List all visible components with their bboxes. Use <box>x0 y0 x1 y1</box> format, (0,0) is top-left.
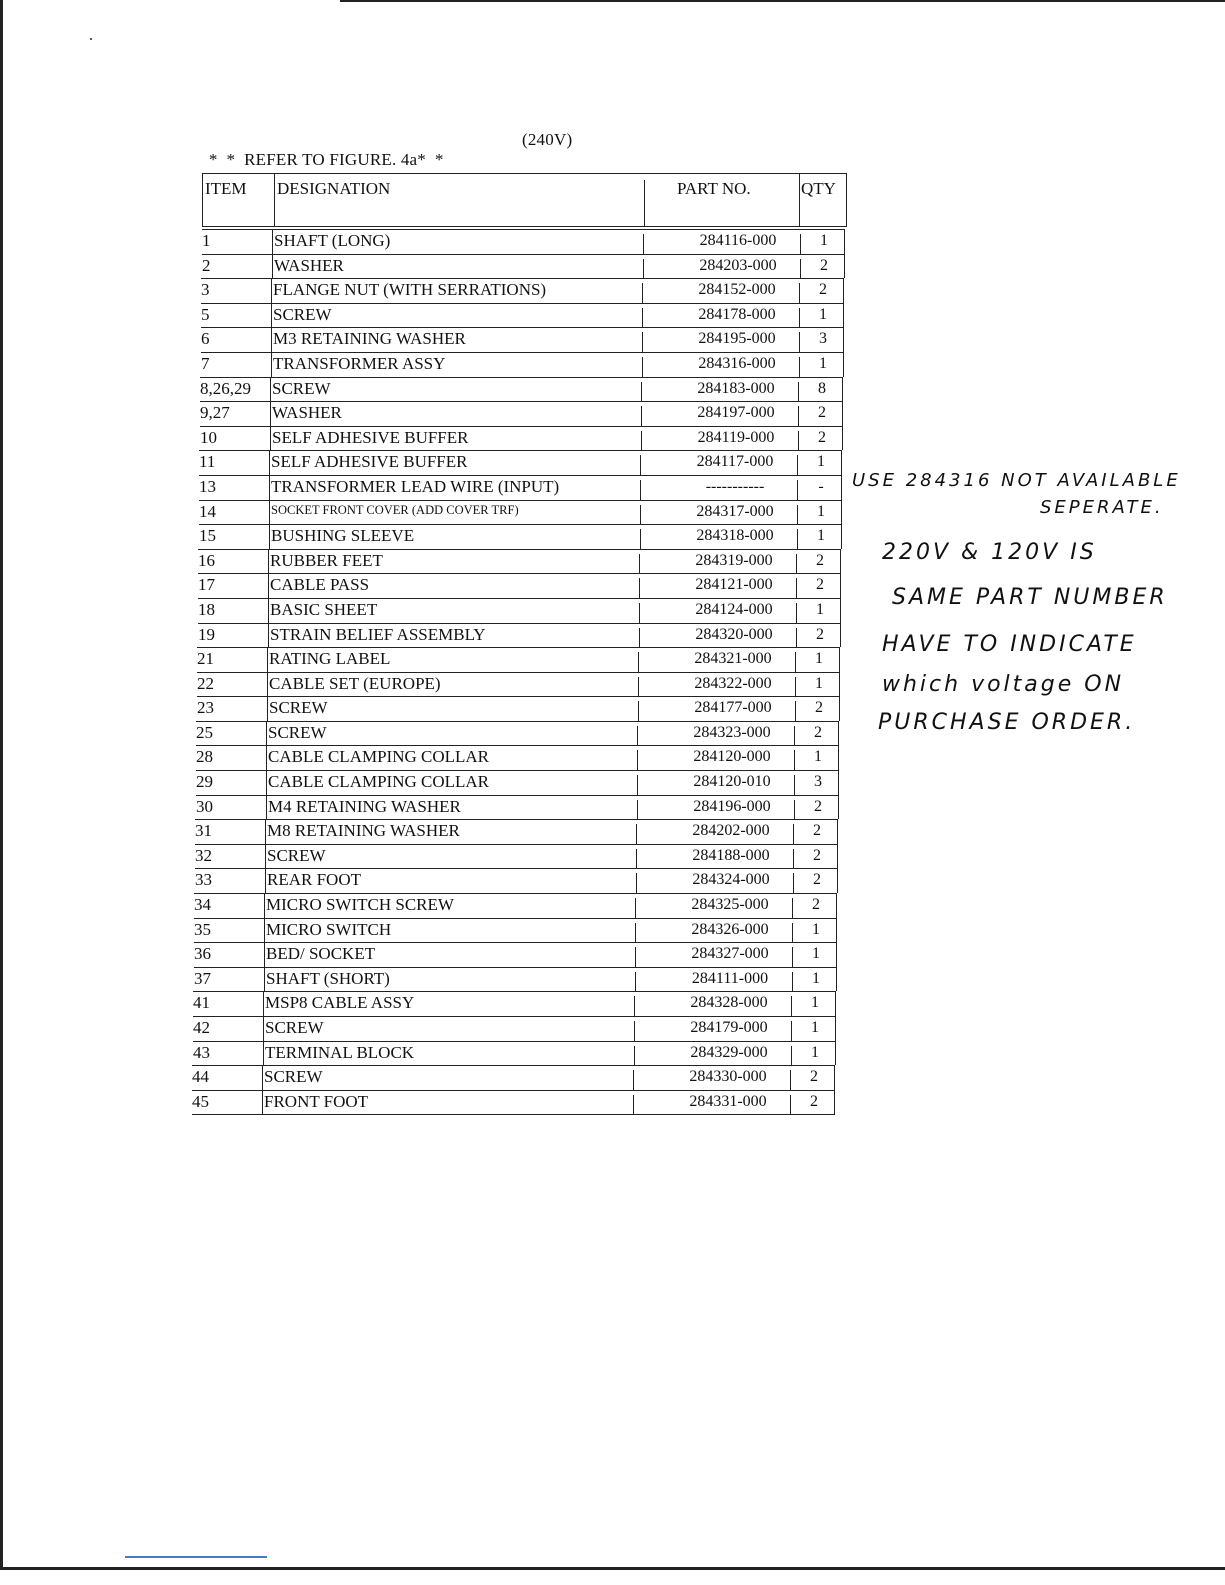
table-row <box>196 745 839 770</box>
part-no-cell: 284323-000 <box>693 723 771 741</box>
cell-divider <box>269 451 270 475</box>
parts-table-body <box>193 229 848 1115</box>
qty-cell: 2 <box>820 256 828 274</box>
qty-cell: 1 <box>816 600 824 618</box>
cell-divider <box>635 972 636 992</box>
designation-cell: TRANSFORMER LEAD WIRE (INPUT) <box>271 476 560 496</box>
part-no-cell: 284120-010 <box>693 773 771 791</box>
cell-divider <box>636 824 637 844</box>
part-no-cell: 284120-000 <box>693 748 771 766</box>
designation-cell: SELF ADHESIVE BUFFER <box>271 452 468 472</box>
table-row <box>198 623 841 648</box>
cell-divider <box>272 230 273 254</box>
cell-divider <box>634 996 635 1016</box>
qty-cell: 2 <box>816 576 824 594</box>
qty-cell: 1 <box>811 1019 819 1036</box>
designation-cell: MICRO SWITCH SCREW <box>266 895 454 915</box>
part-no-cell: 284325-000 <box>691 896 769 914</box>
item-cell: 42 <box>193 1018 210 1037</box>
item-cell: 33 <box>195 870 212 890</box>
table-row <box>202 229 845 254</box>
item-cell: 19 <box>198 624 215 644</box>
part-no-cell: 284197-000 <box>697 404 775 422</box>
item-cell: 10 <box>200 427 217 447</box>
designation-cell: WASHER <box>272 403 342 423</box>
cell-divider <box>262 1091 263 1115</box>
header-item: ITEM <box>205 179 247 198</box>
cell-divider <box>263 1042 264 1066</box>
qty-cell: 8 <box>818 379 826 397</box>
cell-divider <box>269 476 270 500</box>
cell-divider <box>271 328 272 352</box>
part-no-cell: 284116-000 <box>699 232 777 249</box>
table-row <box>199 475 842 500</box>
item-cell: 21 <box>197 649 214 669</box>
qty-cell: 1 <box>811 994 819 1012</box>
part-no-cell: 284319-000 <box>695 551 773 569</box>
designation-cell: SELF ADHESIVE BUFFER <box>272 427 469 447</box>
item-cell: 30 <box>196 796 213 816</box>
cell-divider <box>640 455 641 475</box>
cell-divider <box>264 894 265 918</box>
item-cell: 45 <box>192 1091 209 1111</box>
qty-cell: 2 <box>810 1092 818 1110</box>
designation-cell: MICRO SWITCH <box>266 919 392 939</box>
table-row <box>200 377 843 402</box>
note-line-4: SAME PART NUMBER <box>892 585 1168 610</box>
part-no-cell: ----------- <box>705 477 765 495</box>
cell-divider <box>270 427 271 451</box>
part-no-cell: 284328-000 <box>690 994 768 1012</box>
cell-divider <box>637 726 638 746</box>
item-cell: 41 <box>193 993 210 1013</box>
item-cell: 2 <box>202 255 211 275</box>
cell-divider <box>633 1095 634 1115</box>
part-no-cell: 284111-000 <box>691 969 769 987</box>
part-no-cell: 284317-000 <box>696 502 774 520</box>
table-row <box>196 770 839 795</box>
part-no-cell: 284177-000 <box>694 699 772 717</box>
qty-cell: 2 <box>815 699 823 717</box>
parts-table-header <box>202 173 847 227</box>
item-cell: 23 <box>197 698 214 718</box>
item-cell: 16 <box>198 550 215 570</box>
part-no-cell: 284316-000 <box>698 354 776 372</box>
table-row <box>194 918 837 943</box>
note-line-5: HAVE TO INDICATE <box>882 632 1137 657</box>
qty-cell: 2 <box>816 551 824 569</box>
table-row <box>200 426 843 451</box>
cell-divider <box>268 599 269 623</box>
cell-divider <box>639 603 640 623</box>
item-cell: 37 <box>194 968 211 988</box>
qty-cell: 3 <box>814 773 822 791</box>
cell-divider <box>269 501 270 525</box>
item-cell: 29 <box>196 772 213 792</box>
designation-cell: SCREW <box>268 722 327 742</box>
part-no-cell: 284329-000 <box>690 1043 768 1061</box>
part-no-cell: 284326-000 <box>691 920 769 938</box>
qty-cell: 2 <box>812 896 820 914</box>
designation-cell: STRAIN BELIEF ASSEMBLY <box>270 624 486 644</box>
cell-divider <box>267 648 268 672</box>
table-row <box>195 868 838 893</box>
cell-divider <box>635 898 636 918</box>
table-row <box>199 450 842 475</box>
item-cell: 14 <box>199 501 216 521</box>
cell-divider <box>635 947 636 967</box>
designation-cell: WASHER <box>274 255 344 275</box>
table-row <box>192 1065 835 1090</box>
qty-cell: 2 <box>810 1068 818 1086</box>
part-no-cell: 284324-000 <box>692 871 770 889</box>
item-cell: 8,26,29 <box>200 378 251 398</box>
qty-cell: 1 <box>812 969 820 987</box>
designation-cell: SHAFT (LONG) <box>274 231 391 250</box>
part-no-cell: 284124-000 <box>695 600 773 618</box>
table-row <box>194 967 837 992</box>
qty-cell: 3 <box>819 330 827 348</box>
cell-divider <box>264 919 265 943</box>
table-row <box>193 991 836 1016</box>
voltage-label: (240V) <box>522 130 573 149</box>
item-cell: 34 <box>194 895 211 915</box>
note-line-6: which voltage ON <box>882 672 1125 697</box>
designation-cell: M4 RETAINING WASHER <box>268 796 461 816</box>
cell-divider <box>641 382 642 402</box>
header-part-no: PART NO. <box>677 179 751 198</box>
cell-divider <box>263 1017 264 1041</box>
cell-divider <box>265 820 266 844</box>
item-cell: 43 <box>193 1042 210 1062</box>
table-row <box>199 524 842 549</box>
item-cell: 11 <box>199 452 216 472</box>
designation-cell: SCREW <box>265 1018 324 1037</box>
item-cell: 35 <box>194 919 211 939</box>
cell-divider <box>639 554 640 574</box>
cell-divider <box>267 673 268 697</box>
designation-cell: BASIC SHEET <box>270 599 378 619</box>
table-row <box>195 844 838 869</box>
qty-cell: 1 <box>820 232 828 249</box>
part-no-cell: 284195-000 <box>698 330 776 348</box>
table-row <box>193 1016 836 1041</box>
cell-divider <box>266 796 267 820</box>
qty-cell: 1 <box>815 674 823 692</box>
scan-bottom-border <box>0 1567 1225 1570</box>
scan-speck <box>90 38 92 40</box>
table-row <box>197 647 840 672</box>
table-row <box>197 672 840 697</box>
part-no-cell: 284318-000 <box>696 527 774 545</box>
part-no-cell: 284327-000 <box>691 945 769 963</box>
cell-divider <box>639 578 640 598</box>
cell-divider <box>634 1021 635 1041</box>
header-qty: QTY <box>801 179 836 198</box>
item-cell: 13 <box>199 476 216 496</box>
item-cell: 32 <box>195 845 212 865</box>
designation-cell: SHAFT (SHORT) <box>266 968 390 988</box>
part-no-cell: 284183-000 <box>697 379 775 397</box>
qty-cell: 1 <box>815 650 823 668</box>
cell-divider <box>270 378 271 402</box>
part-no-cell: 284321-000 <box>694 650 772 668</box>
table-row <box>192 1090 835 1116</box>
part-no-cell: 284330-000 <box>689 1068 767 1086</box>
item-cell: 18 <box>198 599 215 619</box>
table-row <box>198 549 841 574</box>
table-row <box>201 303 844 328</box>
designation-cell: M8 RETAINING WASHER <box>267 821 460 841</box>
qty-cell: 1 <box>819 354 827 372</box>
designation-cell: REAR FOOT <box>267 870 361 890</box>
designation-cell: BED/ SOCKET <box>266 944 376 964</box>
designation-cell: CABLE SET (EUROPE) <box>269 673 441 693</box>
table-row <box>195 819 838 844</box>
cell-divider <box>270 402 271 426</box>
cell-divider <box>264 968 265 992</box>
cell-divider <box>271 279 272 303</box>
item-cell: 31 <box>195 821 212 841</box>
cell-divider <box>271 353 272 377</box>
qty-cell: - <box>818 477 824 495</box>
cell-divider <box>263 992 264 1016</box>
qty-cell: 1 <box>819 305 827 323</box>
note-line-2: SEPERATE. <box>1040 497 1164 518</box>
item-cell: 15 <box>199 526 216 546</box>
cell-divider <box>639 628 640 648</box>
scan-top-border <box>340 0 1225 2</box>
cell-divider <box>267 697 268 721</box>
designation-cell: CABLE CLAMPING COLLAR <box>268 772 490 792</box>
cell-divider <box>638 701 639 721</box>
designation-cell: SCREW <box>272 378 331 398</box>
table-row <box>199 500 842 525</box>
qty-cell: 2 <box>814 797 822 815</box>
table-row <box>196 795 839 820</box>
table-row <box>202 254 845 279</box>
designation-cell: SCREW <box>269 698 328 718</box>
designation-cell: CABLE CLAMPING COLLAR <box>268 747 490 767</box>
qty-cell: 1 <box>814 748 822 766</box>
item-cell: 22 <box>197 673 214 693</box>
cell-divider <box>637 800 638 820</box>
item-cell: 1 <box>202 231 211 250</box>
part-no-cell: 284188-000 <box>692 846 770 864</box>
item-cell: 25 <box>196 722 213 742</box>
item-cell: 17 <box>198 575 215 595</box>
designation-cell: MSP8 CABLE ASSY <box>265 993 415 1013</box>
cell-divider <box>264 943 265 967</box>
cell-divider <box>640 529 641 549</box>
item-cell: 44 <box>192 1067 209 1087</box>
qty-cell: 1 <box>812 920 820 938</box>
designation-cell: SCREW <box>267 845 326 865</box>
part-no-cell: 284179-000 <box>690 1019 768 1036</box>
cell-divider <box>262 1066 263 1090</box>
designation-cell: RATING LABEL <box>269 649 391 669</box>
cell-divider <box>638 677 639 697</box>
qty-cell: 2 <box>818 428 826 446</box>
qty-cell: 1 <box>811 1043 819 1061</box>
qty-cell: 2 <box>813 846 821 864</box>
scan-left-border <box>0 0 3 1570</box>
item-cell: 28 <box>196 747 213 767</box>
part-no-cell: 284152-000 <box>698 281 776 299</box>
part-no-cell: 284121-000 <box>695 576 773 594</box>
cell-divider <box>642 332 643 352</box>
cell-divider <box>637 750 638 770</box>
qty-cell: 2 <box>814 723 822 741</box>
qty-cell: 1 <box>817 453 825 471</box>
cell-divider <box>268 624 269 648</box>
part-no-cell: 284320-000 <box>695 625 773 643</box>
table-row <box>201 327 844 352</box>
table-row <box>200 401 843 426</box>
part-no-cell: 284202-000 <box>692 822 770 840</box>
qty-cell: 2 <box>816 625 824 643</box>
cell-divider <box>266 722 267 746</box>
table-row <box>196 721 839 746</box>
cell-divider <box>271 304 272 328</box>
cell-divider <box>643 234 644 254</box>
designation-cell: FLANGE NUT (WITH SERRATIONS) <box>273 280 547 300</box>
designation-cell: M3 RETAINING WASHER <box>273 329 466 349</box>
item-cell: 5 <box>201 304 210 324</box>
qty-cell: 1 <box>817 502 825 520</box>
item-cell: 3 <box>201 280 210 300</box>
table-row <box>201 352 844 377</box>
cell-divider <box>636 873 637 893</box>
qty-cell: 2 <box>819 281 827 299</box>
cell-divider <box>635 923 636 943</box>
note-line-1: USE 284316 NOT AVAILABLE <box>852 470 1181 491</box>
qty-cell: 2 <box>818 404 826 422</box>
cell-divider <box>636 849 637 869</box>
cell-divider <box>643 259 644 279</box>
designation-cell: RUBBER FEET <box>270 550 383 570</box>
cell-divider <box>272 255 273 279</box>
part-no-cell: 284178-000 <box>698 305 776 323</box>
qty-cell: 2 <box>813 822 821 840</box>
part-no-cell: 284196-000 <box>693 797 771 815</box>
cell-divider <box>269 525 270 549</box>
designation-cell: FRONT FOOT <box>264 1091 369 1111</box>
table-row <box>198 573 841 598</box>
table-row <box>193 1041 836 1066</box>
table-row <box>194 942 837 967</box>
part-no-cell: 284203-000 <box>699 256 777 274</box>
part-no-cell: 284119-000 <box>697 428 775 446</box>
qty-cell: 2 <box>813 871 821 889</box>
cell-divider <box>265 845 266 869</box>
designation-cell: BUSHING SLEEVE <box>271 526 415 546</box>
cell-divider <box>641 431 642 451</box>
cell-divider <box>265 869 266 893</box>
table-row <box>197 696 840 721</box>
cell-divider <box>642 308 643 328</box>
cell-divider <box>640 505 641 525</box>
qty-cell: 1 <box>812 945 820 963</box>
part-no-cell: 284331-000 <box>689 1092 767 1110</box>
cell-divider <box>268 574 269 598</box>
table-row <box>194 893 837 918</box>
item-cell: 36 <box>194 944 211 964</box>
qty-cell: 1 <box>817 527 825 545</box>
cell-divider <box>638 652 639 672</box>
cell-divider <box>642 357 643 377</box>
designation-cell: SCREW <box>264 1067 323 1087</box>
cell-divider <box>637 775 638 795</box>
cell-divider <box>266 746 267 770</box>
table-row <box>201 278 844 303</box>
designation-cell: SCREW <box>273 304 332 324</box>
cell-divider <box>633 1070 634 1090</box>
cell-divider <box>266 771 267 795</box>
note-line-7: PURCHASE ORDER. <box>878 710 1136 735</box>
part-no-cell: 284322-000 <box>694 674 772 692</box>
table-row <box>198 598 841 623</box>
designation-cell: SOCKET FRONT COVER (ADD COVER TRF) <box>271 502 519 517</box>
item-cell: 6 <box>201 329 210 349</box>
figure-reference-title: * * REFER TO FIGURE. 4a* * <box>208 150 444 169</box>
cell-divider <box>268 550 269 574</box>
cell-divider <box>641 406 642 426</box>
cell-divider <box>640 480 641 500</box>
scan-artifact-line <box>125 1556 267 1558</box>
parts-table <box>193 173 848 1115</box>
part-no-cell: 284117-000 <box>696 453 774 471</box>
designation-cell: TERMINAL BLOCK <box>265 1042 415 1062</box>
note-line-3: 220V & 120V IS <box>882 540 1097 565</box>
designation-cell: CABLE PASS <box>270 575 370 595</box>
header-designation: DESIGNATION <box>277 179 391 198</box>
item-cell: 7 <box>201 353 210 373</box>
designation-cell: TRANSFORMER ASSY <box>273 353 446 373</box>
cell-divider <box>634 1046 635 1066</box>
cell-divider <box>642 283 643 303</box>
item-cell: 9,27 <box>200 403 230 423</box>
